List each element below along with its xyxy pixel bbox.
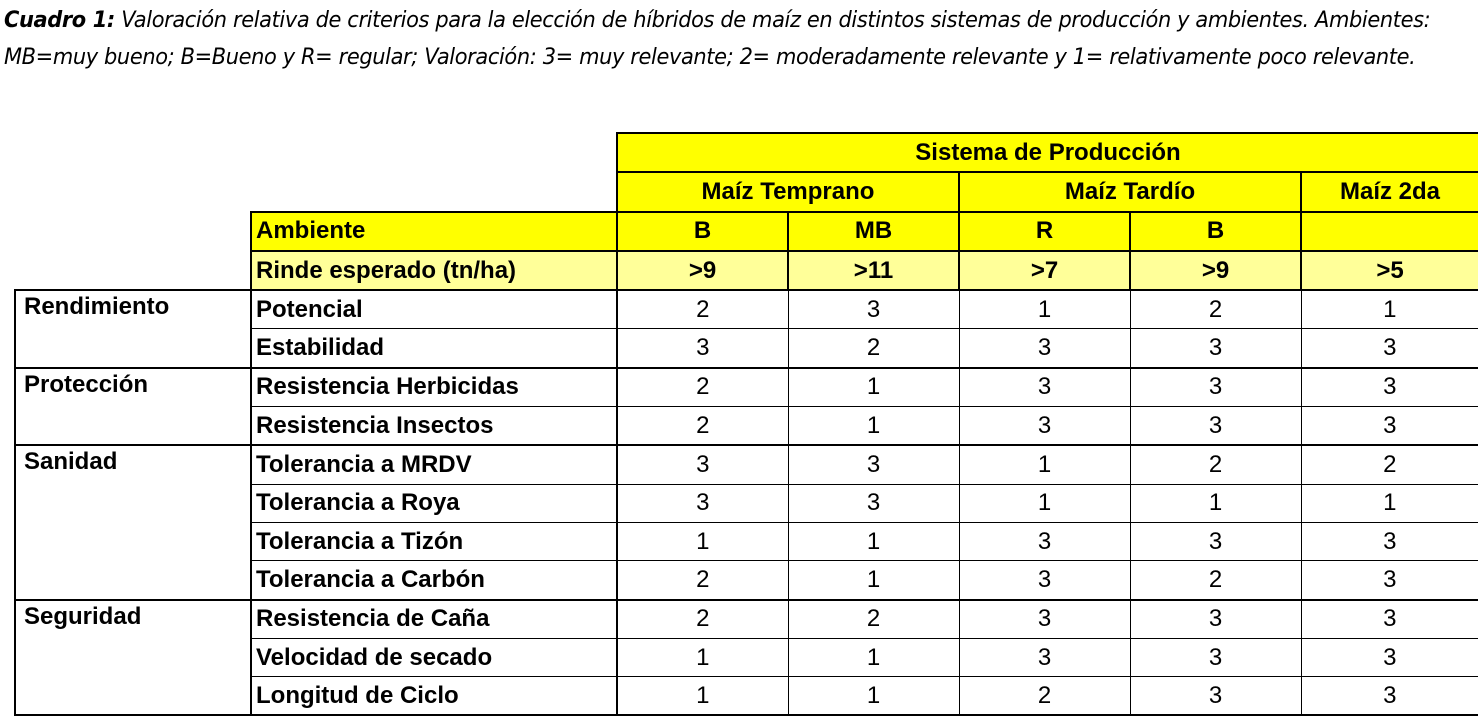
value-cell: 3 xyxy=(1301,677,1478,716)
criterion-cell: Resistencia Insectos xyxy=(251,407,617,446)
value-cell: 3 xyxy=(959,407,1130,446)
table-row xyxy=(15,600,1478,639)
value-cell: 3 xyxy=(1130,600,1301,639)
value-cell: 3 xyxy=(1130,407,1301,446)
value-cell: 2 xyxy=(617,407,788,446)
table-row xyxy=(15,445,1478,484)
caption-text: Valoración relativa de criterios para la elección de híbridos de maíz en distintos sistemas de producción y ambientes. Ambientes: MB=muy bueno; B=Bueno y R= regular; Valoración: 3= muy relevante; 2= moderadamente relevante y 1= relativamente poco relevante. xyxy=(4,7,1431,70)
value-cell: 2 xyxy=(617,561,788,600)
table-caption xyxy=(4,2,1473,76)
ambiente-label: Ambiente xyxy=(251,212,617,251)
value-cell: 2 xyxy=(788,600,959,639)
rinde-cell: >5 xyxy=(1301,251,1478,290)
value-cell: 3 xyxy=(959,329,1130,368)
value-cell: 2 xyxy=(617,600,788,639)
caption-label: Cuadro 1: xyxy=(4,7,115,33)
criterion-cell: Velocidad de secado xyxy=(251,638,617,676)
system-header: Sistema de Producción xyxy=(617,133,1478,172)
ambiente-cell: B xyxy=(1130,212,1301,251)
value-cell: 1 xyxy=(959,484,1130,522)
category-cell: Protección xyxy=(15,368,251,446)
value-cell: 2 xyxy=(1130,445,1301,484)
category-cell: Seguridad xyxy=(15,600,251,716)
value-cell: 3 xyxy=(1301,329,1478,368)
value-cell: 2 xyxy=(1130,290,1301,329)
ambiente-cell: R xyxy=(959,212,1130,251)
group-header-tardio: Maíz Tardío xyxy=(959,172,1301,211)
value-cell: 1 xyxy=(1301,484,1478,522)
blank-cell xyxy=(15,251,251,290)
group-header-temprano: Maíz Temprano xyxy=(617,172,959,211)
value-cell: 3 xyxy=(959,368,1130,407)
value-cell: 3 xyxy=(1301,600,1478,639)
value-cell: 3 xyxy=(1301,522,1478,560)
value-cell: 1 xyxy=(788,522,959,560)
value-cell: 3 xyxy=(617,445,788,484)
value-cell: 3 xyxy=(788,445,959,484)
criterion-cell: Estabilidad xyxy=(251,329,617,368)
rinde-label: Rinde esperado (tn/ha) xyxy=(251,251,617,290)
table-row xyxy=(15,290,1478,329)
value-cell: 3 xyxy=(1130,522,1301,560)
value-cell: 3 xyxy=(788,290,959,329)
value-cell: 1 xyxy=(617,522,788,560)
criterion-cell: Tolerancia a MRDV xyxy=(251,445,617,484)
rinde-cell: >9 xyxy=(617,251,788,290)
value-cell: 3 xyxy=(617,329,788,368)
table-row xyxy=(15,368,1478,407)
blank-cell xyxy=(251,172,617,211)
value-cell: 2 xyxy=(959,677,1130,716)
criterion-cell: Potencial xyxy=(251,290,617,329)
rinde-cell: >7 xyxy=(959,251,1130,290)
value-cell: 1 xyxy=(959,445,1130,484)
category-cell: Rendimiento xyxy=(15,290,251,368)
value-cell: 3 xyxy=(1301,368,1478,407)
value-cell: 2 xyxy=(617,368,788,407)
value-cell: 3 xyxy=(1130,677,1301,716)
criterion-cell: Tolerancia a Roya xyxy=(251,484,617,522)
value-cell: 2 xyxy=(1130,561,1301,600)
value-cell: 3 xyxy=(959,638,1130,676)
criterion-cell: Resistencia de Caña xyxy=(251,600,617,639)
value-cell: 3 xyxy=(959,561,1130,600)
criterion-cell: Tolerancia a Carbón xyxy=(251,561,617,600)
blank-cell xyxy=(15,212,251,251)
value-cell: 1 xyxy=(788,561,959,600)
value-cell: 1 xyxy=(1301,290,1478,329)
header-row-ambiente xyxy=(15,212,1478,251)
criterion-cell: Resistencia Herbicidas xyxy=(251,368,617,407)
value-cell: 2 xyxy=(617,290,788,329)
value-cell: 3 xyxy=(617,484,788,522)
value-cell: 3 xyxy=(1301,638,1478,676)
value-cell: 2 xyxy=(788,329,959,368)
value-cell: 3 xyxy=(1301,407,1478,446)
group-header-2da: Maíz 2da xyxy=(1301,172,1478,211)
rinde-cell: >9 xyxy=(1130,251,1301,290)
value-cell: 1 xyxy=(617,677,788,716)
criteria-table xyxy=(14,132,1478,716)
value-cell: 3 xyxy=(959,600,1130,639)
header-row-groups xyxy=(15,172,1478,211)
value-cell: 2 xyxy=(1301,445,1478,484)
criterion-cell: Tolerancia a Tizón xyxy=(251,522,617,560)
header-row-rinde xyxy=(15,251,1478,290)
value-cell: 3 xyxy=(1130,368,1301,407)
category-cell: Sanidad xyxy=(15,445,251,599)
value-cell: 3 xyxy=(1130,329,1301,368)
value-cell: 1 xyxy=(788,677,959,716)
rinde-cell: >11 xyxy=(788,251,959,290)
ambiente-cell: B xyxy=(617,212,788,251)
value-cell: 1 xyxy=(788,407,959,446)
value-cell: 3 xyxy=(788,484,959,522)
value-cell: 1 xyxy=(1130,484,1301,522)
value-cell: 1 xyxy=(788,638,959,676)
ambiente-cell: MB xyxy=(788,212,959,251)
value-cell: 3 xyxy=(1130,638,1301,676)
blank-cell xyxy=(15,172,251,211)
value-cell: 1 xyxy=(959,290,1130,329)
blank-cell xyxy=(251,133,617,172)
blank-cell xyxy=(15,133,251,172)
value-cell: 1 xyxy=(617,638,788,676)
value-cell: 3 xyxy=(959,522,1130,560)
ambiente-cell xyxy=(1301,212,1478,251)
criterion-cell: Longitud de Ciclo xyxy=(251,677,617,716)
value-cell: 1 xyxy=(788,368,959,407)
value-cell: 3 xyxy=(1301,561,1478,600)
header-row-system xyxy=(15,133,1478,172)
